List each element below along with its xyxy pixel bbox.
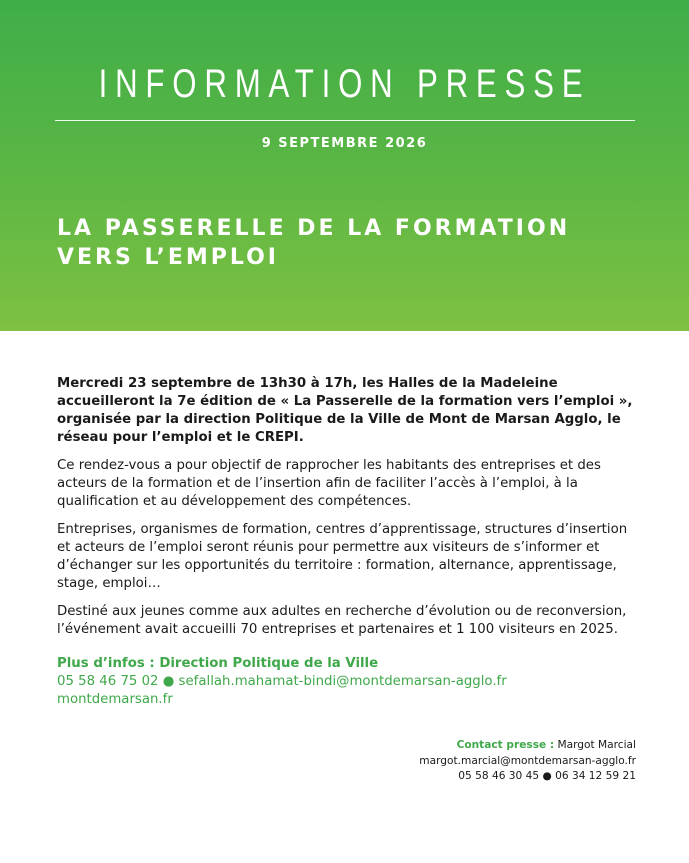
headline-line-1: LA PASSERELLE DE LA FORMATION (57, 216, 571, 241)
body-paragraph-3: Destiné aux jeunes comme aux adultes en recherche d’évolution ou de reconversion, l’événement avait accueilli 70 entreprises et partenaires et 1 100 visiteurs en 2025. (57, 604, 627, 637)
headline-line-2: VERS L’EMPLOI (57, 245, 279, 270)
press-body (57, 375, 639, 709)
press-contact-line (236, 738, 636, 754)
release-date: 9 SEPTEMBRE 2026 (261, 136, 428, 151)
header-divider (55, 120, 635, 121)
press-release-title: INFORMATION PRESSE (98, 62, 591, 106)
headline (57, 214, 637, 272)
more-info-block (57, 655, 639, 709)
press-contact-name: Margot Marcial (554, 739, 636, 751)
more-info-contact-line[interactable]: 05 58 46 75 02 ● sefallah.mahamat-bindi@montdemarsan-agglo.fr (57, 674, 507, 689)
more-info-title: Plus d’infos : Direction Politique de la Ville (57, 656, 379, 671)
website-link[interactable]: montdemarsan.fr (57, 692, 173, 707)
press-contact-label: Contact presse : (456, 739, 555, 751)
press-contact-phones: 05 58 46 30 45 ● 06 34 12 59 21 (458, 770, 636, 782)
press-contact-block (236, 738, 636, 785)
press-contact-email[interactable]: margot.marcial@montdemarsan-agglo.fr (419, 754, 636, 767)
body-paragraph-1: Ce rendez-vous a pour objectif de rapprocher les habitants des entreprises et des acteurs de la formation et de l’insertion afin de faciliter l’accès à l’emploi, à la qualification et au développement des compétences. (57, 458, 601, 509)
press-header-banner (0, 0, 689, 331)
body-paragraph-2: Entreprises, organismes de formation, centres d’apprentissage, structures d’insertion et acteurs de l’emploi seront réunis pour permettre aux visiteurs de s’informer et d’échanger sur les opportunités du territoire : formation, alternance, apprentissage, stage, emploi… (57, 522, 628, 591)
lead-paragraph: Mercredi 23 septembre de 13h30 à 17h, les Halles de la Madeleine accueilleront la 7e édition de « La Passerelle de la formation vers l’emploi », organisée par la direction Politique de la Ville de Mont de Marsan Agglo, le réseau pour l’emploi et le CREPI. (57, 376, 633, 445)
